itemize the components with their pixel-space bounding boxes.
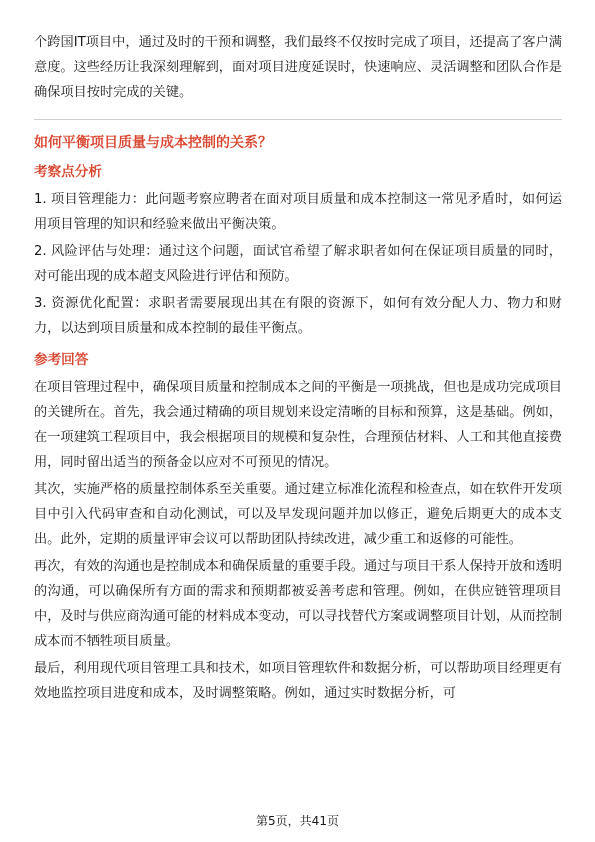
analysis-heading: 考察点分析 [34, 164, 102, 180]
answer-paragraph: 其次，实施严格的质量控制体系至关重要。通过建立标准化流程和检查点，如在软件开发项目中引入代码审查和自动化测试，可以及早发现问题并加以修正，避免后期更大的成本支出。此外，定期的质量评审会议可以帮助团队持续改进，减少重工和返修的可能性。 [34, 482, 562, 547]
answer-heading: 参考回答 [34, 352, 89, 368]
analysis-item: 1. 项目管理能力：此问题考察应聘者在面对项目质量和成本控制这一常见矛盾时，如何运用项目管理的知识和经验来做出平衡决策。 [34, 192, 562, 232]
answer-paragraph: 最后，利用现代项目管理工具和技术，如项目管理软件和数据分析，可以帮助项目经理更有效地监控项目进度和成本，及时调整策略。例如，通过实时数据分析，可 [34, 661, 562, 701]
question-heading: 如何平衡项目质量与成本控制的关系？ [34, 135, 272, 151]
page-number: 第5页，共41页 [256, 814, 339, 828]
section-divider [34, 119, 562, 120]
analysis-item: 3. 资源优化配置：求职者需要展现出其在有限的资源下，如何有效分配人力、物力和财力，以达到项目质量和成本控制的最佳平衡点。 [34, 296, 562, 336]
analysis-item: 2. 风险评估与处理：通过这个问题，面试官希望了解求职者如何在保证项目质量的同时，对可能出现的成本超支风险进行评估和预防。 [34, 244, 562, 284]
intro-paragraph: 个跨国IT项目中，通过及时的干预和调整，我们最终不仅按时完成了项目，还提高了客户满意度。这些经历让我深刻理解到，面对项目进度延误时，快速响应、灵活调整和团队合作是确保项目按时完成的关键。 [34, 35, 562, 100]
answer-paragraph: 再次，有效的沟通也是控制成本和确保质量的重要手段。通过与项目干系人保持开放和透明的沟通，可以确保所有方面的需求和预期都被妥善考虑和管理。例如，在供应链管理项目中，及时与供应商沟通可能的材料成本变动，可以寻找替代方案或调整项目计划，从而控制成本而不牺牲项目质量。 [34, 559, 562, 649]
answer-paragraph: 在项目管理过程中，确保项目质量和控制成本之间的平衡是一项挑战，但也是成功完成项目的关键所在。首先，我会通过精确的项目规划来设定清晰的目标和预算，这是基础。例如，在一项建筑工程项目中，我会根据项目的规模和复杂性，合理预估材料、人工和其他直接费用，同时留出适当的预备金以应对不可预见的情况。 [34, 380, 562, 470]
document-body [34, 30, 562, 708]
